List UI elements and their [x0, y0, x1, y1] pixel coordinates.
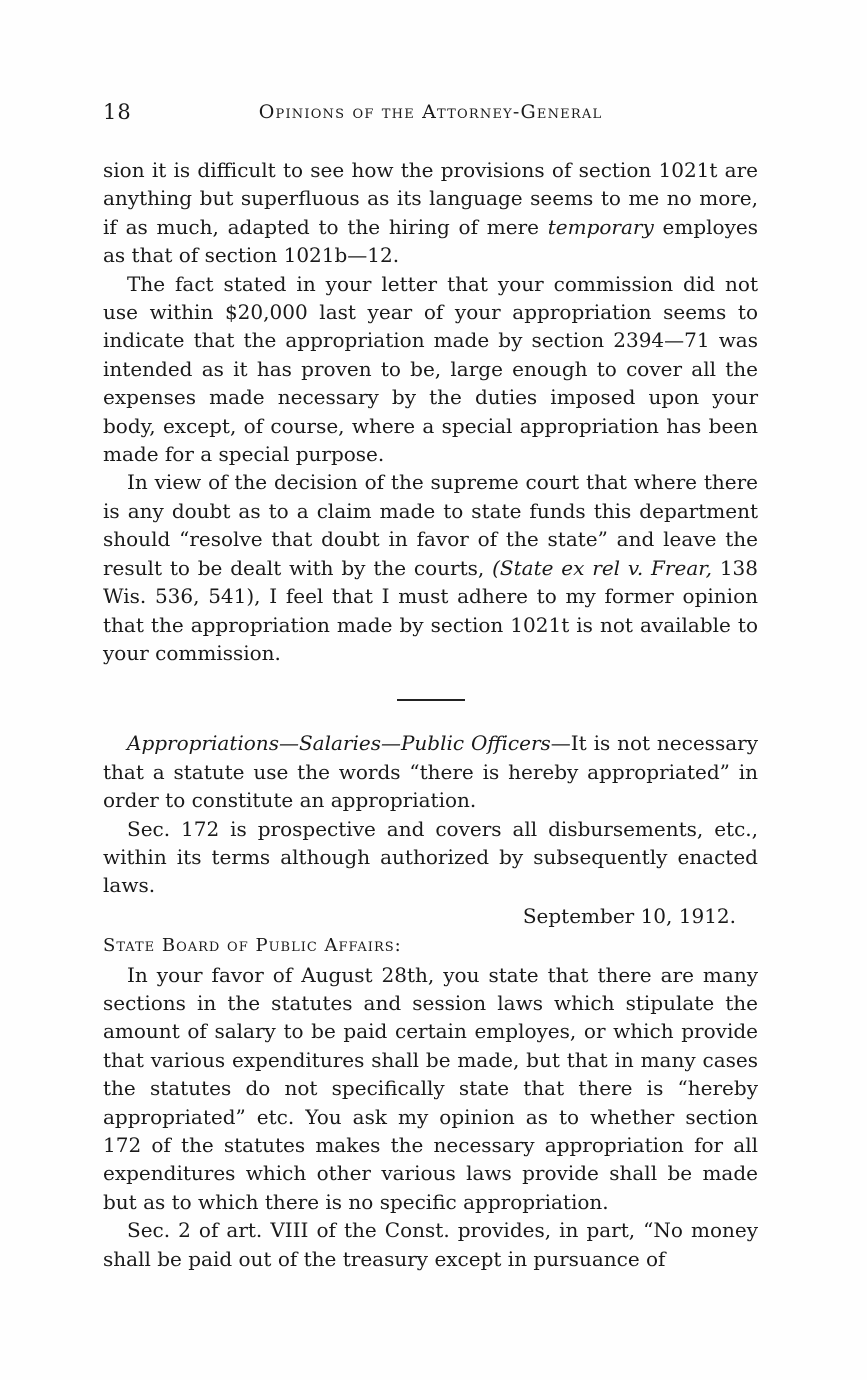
page-number: 18 [103, 100, 132, 124]
syllabus-paragraph: Appropriations—Salaries—Public Officers—It is not necessary that a statute use the words “there is hereby appropriated” in order to constitute an appropriation. [103, 731, 758, 813]
syllabus-paragraph-2: Sec. 172 is prospective and covers all disbursements, etc., within its terms although authorized by subsequently enacted laws. [103, 816, 758, 898]
emphasis-temporary: temporary [547, 214, 654, 239]
case-citation: (State ex rel v. Frear, [492, 555, 712, 580]
paragraph-continuation: sion it is difficult to see how the provisions of section 1021t are anything but superfluous as its language seems to me no more, if as much, adapted to the hiring of mere temporary employes as that of section 1021b—12. [103, 158, 758, 268]
syllabus-heading: Appropriations—Salaries—Public Officers [127, 731, 551, 756]
opinion-paragraph-1: In your favor of August 28th, you state that there are many sections in the statutes and session laws which stipulate the amount of salary to be paid certain employes, or which provide that various expenditures shall be made, but that in many cases the statutes do not specifically state that there is “hereby appropriated” etc. You ask my opinion as to whether section 172 of the statutes makes the necessary appropriation for all expenditures which other various laws provide shall be made but as to which there is no specific appropriation. [103, 962, 758, 1214]
opinion-paragraph-2: Sec. 2 of art. VIII of the Const. provides, in part, “No money shall be paid out of the treasury except in pursuance of [103, 1218, 758, 1271]
paragraph-appropriation-fact: The fact stated in your letter that your commission did not use within $20,000 last year of your appropriation seems to indicate that the appropriation made by section 2394—71 was intended as it has proven to be, large enough to cover all the expenses made necessary by the duties imposed upon your body, except, of course, where a special appropriation has been made for a special purpose. [103, 271, 758, 467]
addressee: State Board of Public Affairs: [103, 935, 402, 957]
paragraph-supreme-court: In view of the decision of the supreme court that where there is any doubt as to a claim made to state funds this department should “resolve that doubt in favor of the state” and leave the result to be dealt with by the courts, (State ex rel v. Frear, 138 Wis. 536, 541), I feel that I must adhere to my former opinion that the appropriation made by section 1021t is not available to your commission. [103, 470, 758, 665]
page-header [103, 100, 758, 132]
running-head: Opinions of the Attorney-General [258, 101, 603, 123]
section-divider [397, 699, 465, 701]
page-body [103, 156, 758, 1273]
opinion-date: September 10, 1912. [522, 903, 736, 928]
